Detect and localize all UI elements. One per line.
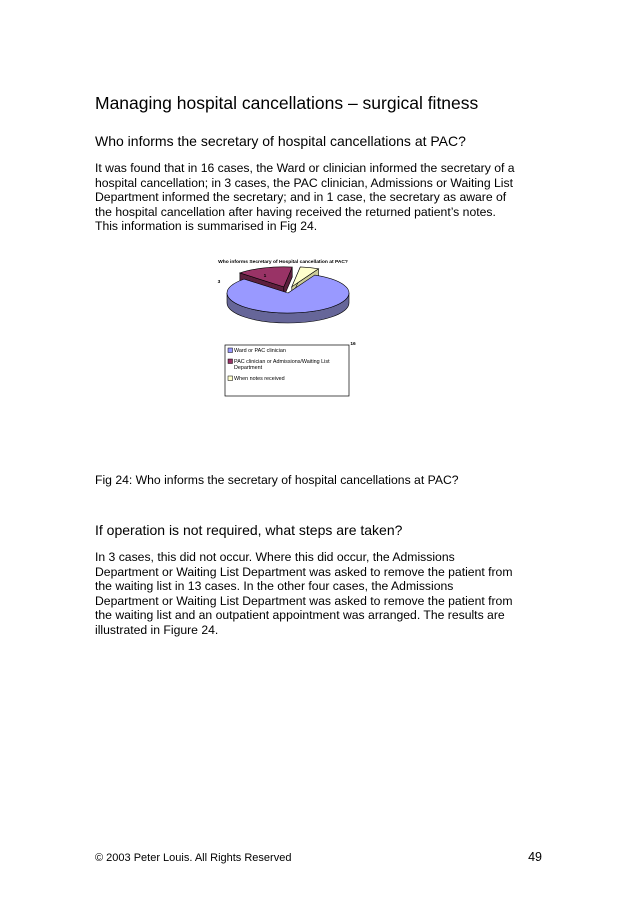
figure-caption: Fig 24: Who informs the secretary of hospital cancellations at PAC? xyxy=(95,473,459,487)
pie-data-label-0: 16 xyxy=(350,342,356,347)
pie-data-label-2: 1 xyxy=(263,274,267,279)
pie-chart xyxy=(195,255,375,400)
page-number: 49 xyxy=(528,850,542,864)
operation-paragraph xyxy=(95,550,545,638)
paragraph-line: illustrated in Figure 24. xyxy=(95,622,219,637)
paragraph-line: In 3 cases, this did not occur. Where this did occur, the Admissions xyxy=(95,550,455,564)
chart-title: Who informs Secretary of Hospital cancellation at PAC? xyxy=(218,260,348,265)
legend-label-1-1: Department xyxy=(234,365,263,371)
paragraph-line: It was found that in 16 cases, the Ward or clinician informed the secretary of a xyxy=(95,161,515,175)
paragraph-line: the hospital cancellation after having received the returned patient’s notes. xyxy=(95,204,496,219)
chart-legend xyxy=(225,345,349,396)
page-title: Managing hospital cancellations – surgical fitness xyxy=(95,93,479,113)
paragraph-line: hospital cancellation; in 3 cases, the PAC clinician, Admissions or Waiting List xyxy=(95,175,513,190)
paragraph-line: This information is summarised in Fig 24. xyxy=(95,219,318,234)
paragraph-line: Department informed the secretary; and in 1 case, the secretary as aware of xyxy=(95,190,507,205)
footer-copyright: © 2003 Peter Louis. All Rights Reserved xyxy=(95,852,292,864)
section-heading-operation-not-required: If operation is not required, what steps are taken? xyxy=(95,522,403,538)
legend-swatch-0 xyxy=(228,348,233,353)
intro-paragraph xyxy=(95,161,545,234)
paragraph-line: Department or Waiting List Department was asked to remove the patient from xyxy=(95,564,513,579)
pie-data-label-1: 3 xyxy=(217,280,221,285)
legend-swatch-1 xyxy=(228,359,233,364)
legend-swatch-2 xyxy=(228,376,233,381)
legend-label-2-0: When notes received xyxy=(234,376,285,382)
legend-label-1-0: PAC clinician or Admissions/Waiting List xyxy=(234,359,330,365)
paragraph-line: the waiting list and an outpatient appointment was arranged. The results are xyxy=(95,608,505,623)
legend-label-0-0: Ward or PAC clinician xyxy=(234,348,286,354)
paragraph-line: Department or Waiting List Department was asked to remove the patient from xyxy=(95,593,513,608)
paragraph-line: the waiting list in 13 cases. In the other four cases, the Admissions xyxy=(95,579,454,594)
pie-slices xyxy=(227,267,349,323)
section-heading-who-informs: Who informs the secretary of hospital cancellations at PAC? xyxy=(95,133,466,149)
